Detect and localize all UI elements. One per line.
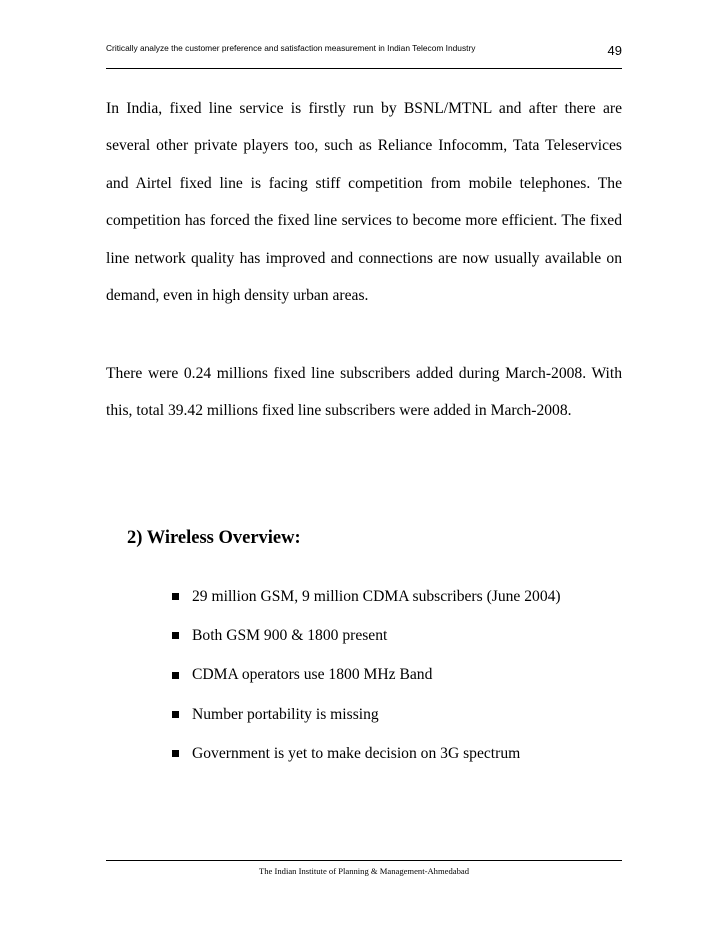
list-item-text: CDMA operators use 1800 MHz Band xyxy=(192,666,433,684)
list-item xyxy=(172,577,561,616)
square-bullet-icon xyxy=(172,711,179,718)
paragraph-subscriber-stats: There were 0.24 millions fixed line subscribers added during March-2008. With this, total 39.42 millions fixed line subscribers were added in March-2008. xyxy=(106,365,622,420)
section-heading-wireless: 2) Wireless Overview: xyxy=(127,528,301,548)
paragraph-fixed-line-overview: In India, fixed line service is firstly run by BSNL/MTNL and after there are several other private players too, such as Reliance Infocomm, Tata Teleservices and Airtel fixed line is facing stiff competition from mobile telephones. The competition has forced the fixed line services to become more efficient. The fixed line network quality has improved and connections are now usually available on demand, even in high density urban areas. xyxy=(106,100,622,305)
square-bullet-icon xyxy=(172,750,179,757)
page-header xyxy=(106,38,622,69)
list-item-text: Government is yet to make decision on 3G spectrum xyxy=(192,744,521,762)
header-title: Critically analyze the customer preference and satisfaction measurement in Indian Telecom Industry xyxy=(106,43,476,53)
square-bullet-icon xyxy=(172,632,179,639)
list-item xyxy=(172,616,561,655)
list-item xyxy=(172,695,561,734)
square-bullet-icon xyxy=(172,672,179,679)
footer-text: The Indian Institute of Planning & Management-Ahmedabad xyxy=(258,866,469,876)
list-item xyxy=(172,734,561,773)
list-item-text: Number portability is missing xyxy=(192,705,379,723)
list-item xyxy=(172,656,561,695)
list-item-text: 29 million GSM, 9 million CDMA subscribers (June 2004) xyxy=(192,587,561,605)
page-footer xyxy=(106,860,622,879)
list-item-text: Both GSM 900 & 1800 present xyxy=(192,626,388,644)
square-bullet-icon xyxy=(172,593,179,600)
page-number: 49 xyxy=(607,43,622,58)
wireless-bullet-list xyxy=(172,577,561,773)
